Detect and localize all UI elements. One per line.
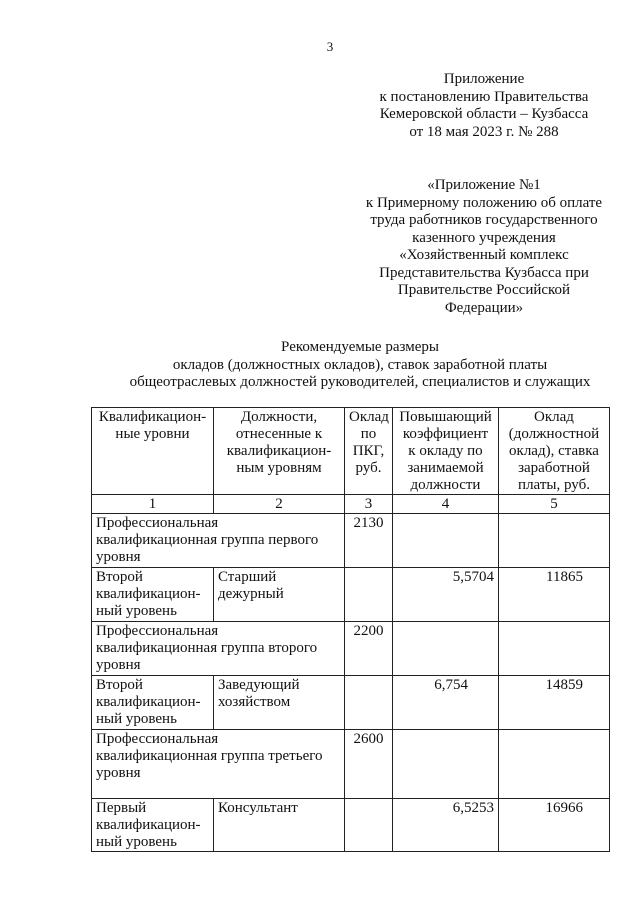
group-name-text: квалификационная группа второго: [96, 640, 318, 656]
appendix-1-line: «Хозяйственный комплекс: [399, 247, 569, 263]
group-row: [92, 730, 610, 799]
position-text: Заведующий: [218, 677, 300, 693]
group-name-text: уровня: [96, 765, 141, 781]
empty-cell: [345, 799, 393, 852]
group-row: [92, 514, 610, 568]
header-text: ПКГ,: [352, 443, 385, 459]
raising-coefficient: 6,754: [393, 676, 499, 730]
table-title-line: окладов (должностных окладов), ставок заработной платы: [172, 356, 548, 373]
header-text: по: [360, 426, 377, 442]
header-cell-base-salary: [345, 408, 393, 495]
page-number: 3: [326, 39, 334, 54]
empty-cell: [345, 676, 393, 730]
group-name-text: Профессиональная: [96, 731, 219, 747]
official-salary: 11865: [499, 568, 610, 622]
column-number: 4: [393, 495, 499, 514]
header-cell-coefficient: [393, 408, 499, 495]
appendix-1-line: Представительства Кузбасса при: [379, 264, 589, 281]
position-title: [214, 799, 345, 852]
group-name-text: уровня: [96, 657, 141, 673]
level-text: Второй: [96, 569, 143, 585]
appendix-1-line: казенного учреждения: [412, 229, 556, 246]
header-text: должности: [410, 477, 481, 493]
header-text: руб.: [355, 460, 382, 476]
header-text: (должностной: [508, 426, 600, 442]
appendix-1-header: [364, 177, 604, 317]
level-row: [92, 676, 610, 730]
group-base-salary: 2600: [345, 730, 393, 799]
level-text: Второй: [96, 677, 143, 693]
appendix-1-line: Федерации»: [444, 299, 524, 316]
level-text: ный уровень: [96, 711, 177, 727]
raising-coefficient: 6,5253: [393, 799, 499, 852]
official-salary: 14859: [499, 676, 610, 730]
group-name-text: квалификационная группа первого: [96, 532, 319, 548]
header-text: ные уровни: [115, 426, 190, 442]
group-base-salary: 2200: [345, 622, 393, 676]
appendix-header-line: Кемеровской области – Кузбасса: [379, 106, 589, 122]
table-title: [90, 339, 630, 392]
header-text: Оклад: [349, 409, 389, 425]
header-cell-salary: [499, 408, 610, 495]
position-text: дежурный: [218, 586, 284, 602]
header-text: квалификацион-: [226, 443, 332, 459]
level-row: [92, 568, 610, 622]
appendix-header-line: к постановлению Правительства: [379, 88, 589, 105]
column-number: 3: [345, 495, 393, 514]
level-text: квалификацион-: [96, 694, 201, 710]
table-header-row: [92, 408, 610, 495]
appendix-header-line: Приложение: [443, 71, 525, 87]
header-text: занимаемой: [407, 460, 484, 476]
group-name: [92, 622, 345, 676]
column-number: 1: [92, 495, 214, 514]
group-name-text: Профессиональная: [96, 515, 219, 531]
group-name-text: квалификационная группа третьего: [96, 748, 323, 764]
header-text: оклад), ставка: [509, 443, 599, 459]
header-text: Повышающий: [399, 409, 492, 425]
header-text: платы, руб.: [518, 477, 590, 493]
group-name: [92, 514, 345, 568]
appendix-1-line: Правительстве Российской: [397, 282, 571, 298]
level-text: квалификацион-: [96, 817, 201, 833]
official-salary: 16966: [499, 799, 610, 852]
header-text: ным уровням: [236, 460, 322, 476]
header-text: Оклад: [534, 409, 574, 425]
group-name: [92, 730, 345, 799]
appendix-1-line: «Приложение №1: [427, 177, 541, 193]
header-text: заработной: [518, 460, 590, 476]
table-title-line: общеотраслевых должностей руководителей, специалистов и служащих: [129, 374, 591, 390]
appendix-1-line: к Примерному положению об оплате: [365, 194, 603, 211]
level-text: Первый: [96, 800, 147, 816]
level-text: ный уровень: [96, 603, 177, 619]
position-text: Консультант: [218, 800, 298, 816]
header-text: Квалификацион-: [98, 409, 207, 425]
empty-cell: [499, 622, 610, 676]
column-number: 5: [499, 495, 610, 514]
header-text: к окладу по: [408, 443, 483, 459]
qualification-level: [92, 676, 214, 730]
qualification-level: [92, 799, 214, 852]
empty-cell: [499, 730, 610, 799]
appendix-header: [364, 71, 604, 141]
appendix-header-line: от 18 мая 2023 г. № 288: [409, 123, 559, 140]
raising-coefficient: 5,5704: [393, 568, 499, 622]
group-name-text: уровня: [96, 549, 141, 565]
level-text: ный уровень: [96, 834, 177, 850]
table-title-line: Рекомендуемые размеры: [281, 339, 439, 355]
group-name-text: Профессиональная: [96, 623, 219, 639]
header-text: коэффициент: [402, 426, 489, 442]
level-row: [92, 799, 610, 852]
header-text: отнесенные к: [235, 426, 323, 442]
header-cell-levels: [92, 408, 214, 495]
empty-cell: [499, 514, 610, 568]
column-number-row: [92, 495, 610, 514]
group-row: [92, 622, 610, 676]
appendix-1-line: труда работников государственного: [370, 212, 598, 228]
group-base-salary: 2130: [345, 514, 393, 568]
position-text: хозяйством: [218, 694, 291, 710]
column-number: 2: [214, 495, 345, 514]
qualification-level: [92, 568, 214, 622]
level-text: квалификацион-: [96, 586, 201, 602]
header-text: Должности,: [240, 409, 318, 425]
empty-cell: [393, 730, 499, 799]
header-cell-positions: [214, 408, 345, 495]
position-text: Старший: [218, 569, 277, 585]
empty-cell: [345, 568, 393, 622]
salary-table: [91, 407, 610, 852]
empty-cell: [393, 514, 499, 568]
empty-cell: [393, 622, 499, 676]
position-title: [214, 568, 345, 622]
position-title: [214, 676, 345, 730]
